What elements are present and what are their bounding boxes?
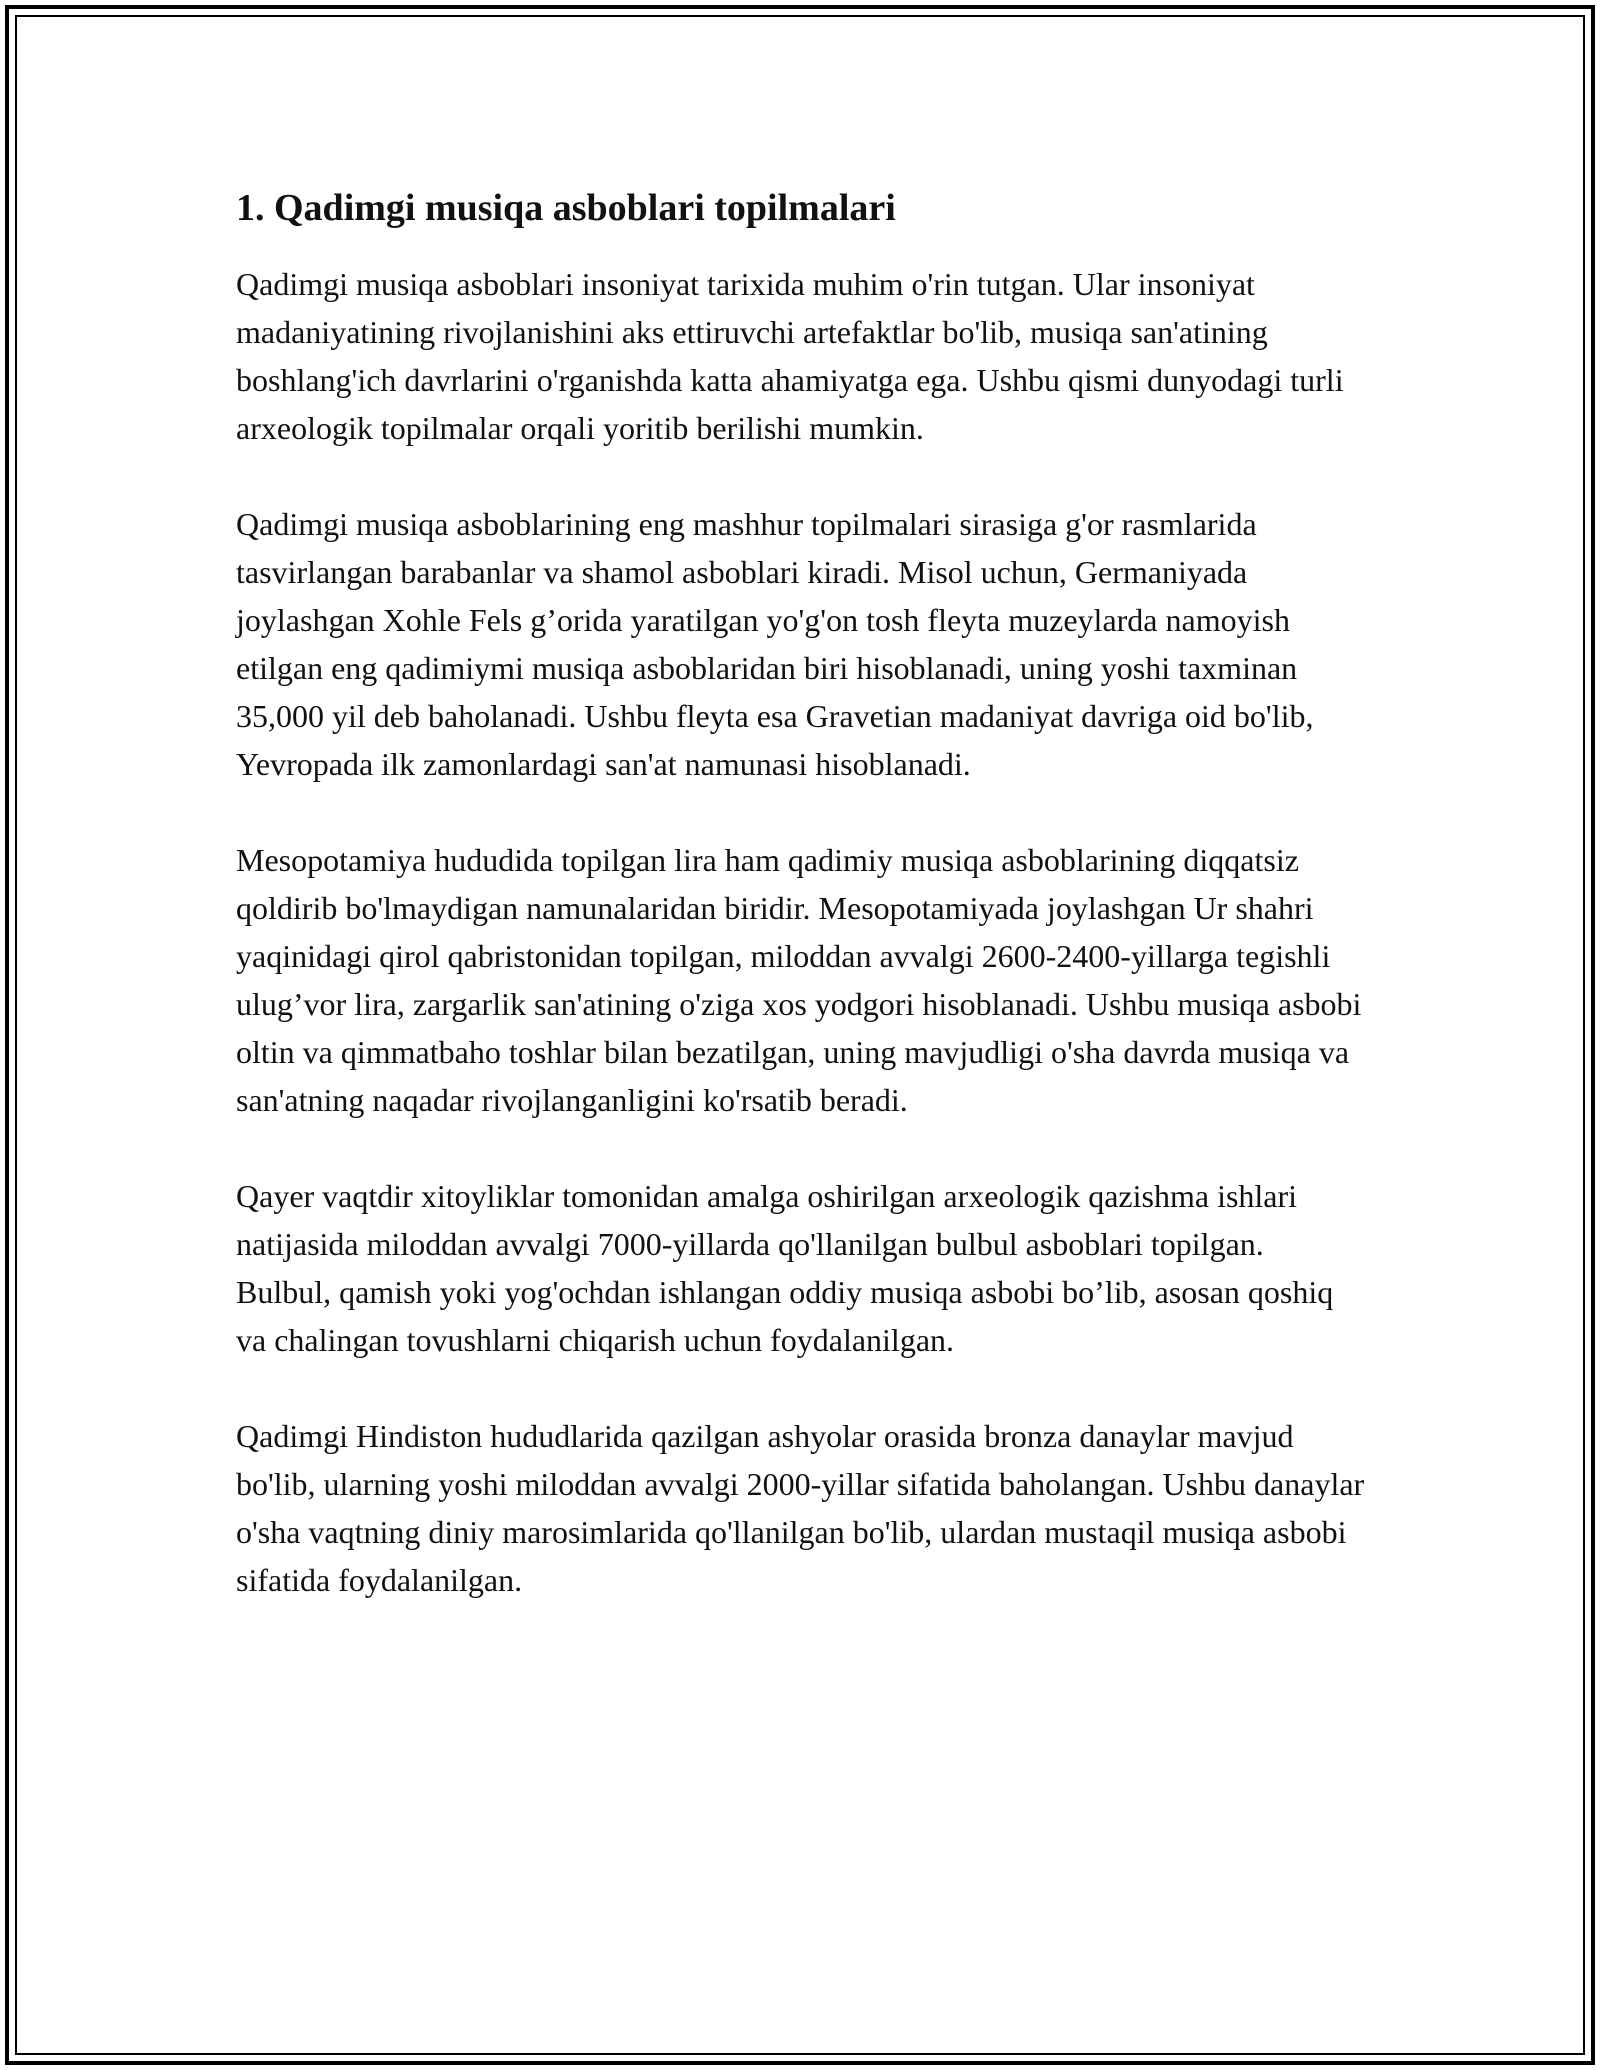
paragraph-3: Mesopotamiya hududida topilgan lira ham qadimiy musiqa asboblarining diqqatsiz qoldirib bo'lmaydigan namunalaridan biridir. Mesopotamiyada joylashgan Ur shahri yaqinidagi qirol qabristonidan topilgan, miloddan avvalgi 2600-2400-yillarga tegishli ulug’vor lira, zargarlik san'atining o'ziga xos yodgori hisoblanadi. Ushbu musiqa asbobi oltin va qimmatbaho toshlar bilan bezatilgan, uning mavjudligi o'sha davrda musiqa va san'atning naqadar rivojlanganligini ko'rsatib beradi. [236, 841, 1362, 1118]
paragraph-4: Qayer vaqtdir xitoyliklar tomonidan amalga oshirilgan arxeologik qazishma ishlari natijasida miloddan avvalgi 7000-yillarda qo'llanilgan bulbul asboblari topilgan. Bulbul, qamish yoki yog'ochdan ishlangan oddiy musiqa asbobi bo’lib, asosan qoshiq va chalingan tovushlarni chiqarish uchun foydalanilgan. [236, 1177, 1334, 1358]
section-heading: 1. Qadimgi musiqa asboblari topilmalari [236, 187, 896, 229]
paragraph-2: Qadimgi musiqa asboblarining eng mashhur topilmalari sirasiga g'or rasmlarida tasvirlangan barabanlar va shamol asboblari kiradi. Misol uchun, Germaniyada joylashgan Xohle Fels g’orida yaratilgan yo'g'on tosh fleyta muzeylarda namoyish etilgan eng qadimiymi musiqa asboblaridan biri hisoblanadi, uning yoshi taxminan 35,000 yil deb baholanadi. Ushbu fleyta esa Gravetian madaniyat davriga oid bo'lib, Yevropada ilk zamonlardagi san'at namunasi hisoblanadi. [236, 505, 1314, 782]
paragraph-5: Qadimgi Hindiston hududlarida qazilgan ashyolar orasida bronza danaylar mavjud bo'lib, ularning yoshi miloddan avvalgi 2000-yillar sifatida baholangan. Ushbu danaylar o'sha vaqtning diniy marosimlarida qo'llanilgan bo'lib, ulardan mustaqil musiqa asbobi sifatida foydalanilgan. [236, 1417, 1365, 1598]
document-body [236, 186, 1366, 1652]
paragraph-1: Qadimgi musiqa asboblari insoniyat tarixida muhim o'rin tutgan. Ular insoniyat madaniyatining rivojlanishini aks ettiruvchi artefaktlar bo'lib, musiqa san'atining boshlang'ich davrlarini o'rganishda katta ahamiyatga ega. Ushbu qismi dunyodagi turli arxeologik topilmalar orqali yoritib berilishi mumkin. [236, 265, 1344, 446]
